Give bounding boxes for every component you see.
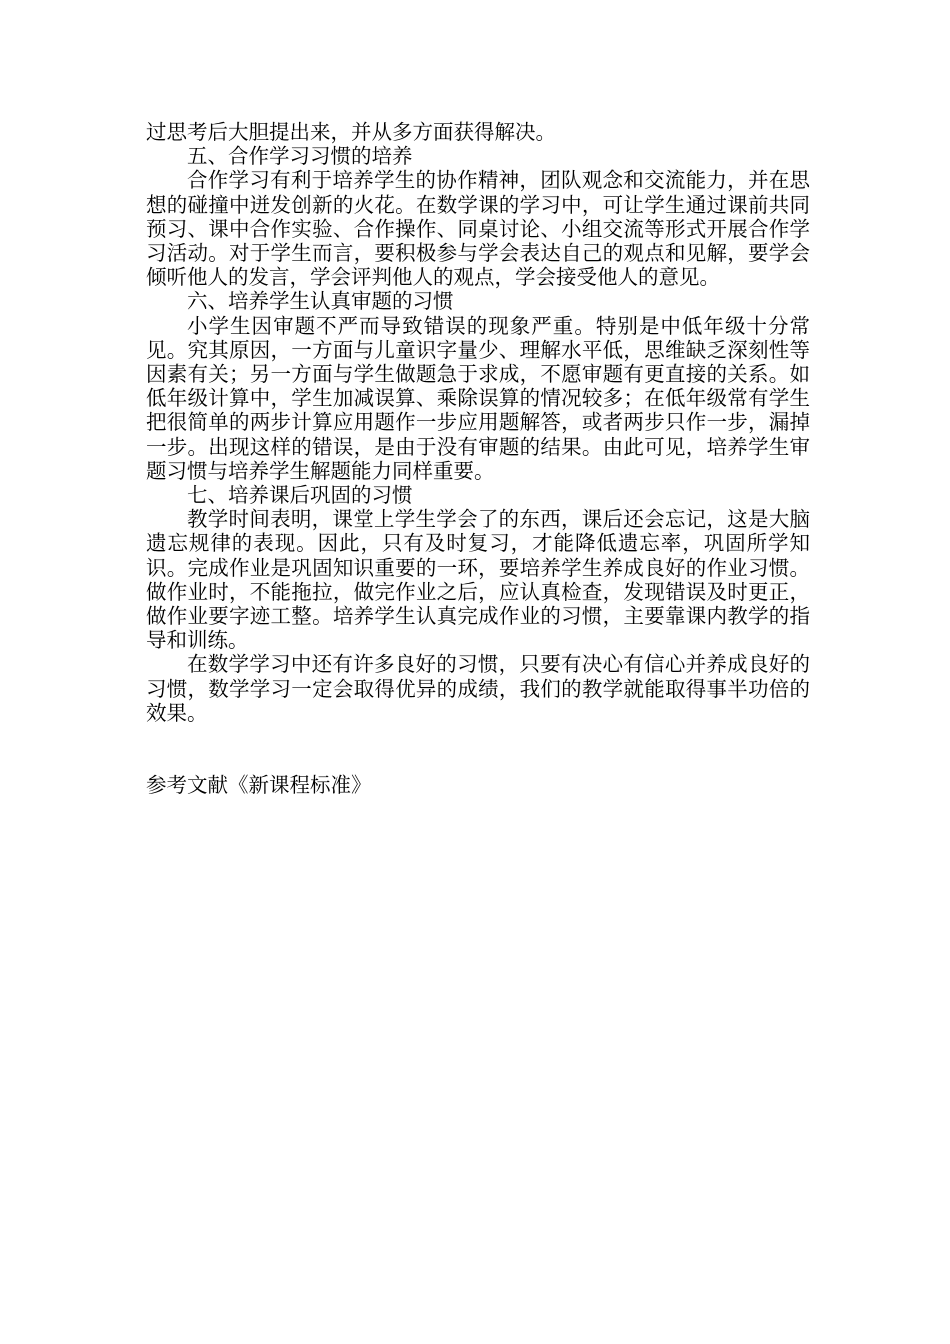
document-body	[146, 120, 810, 797]
section-heading-7: 七、培养课后巩固的习惯	[187, 483, 413, 508]
paragraph-conclusion: 在数学学习中还有许多良好的习惯，只要有决心有信心并养成良好的习惯，数学学习一定会取得优异的成绩，我们的教学就能取得事半功倍的效果。	[146, 652, 810, 725]
paragraph-careful-reading: 小学生因审题不严而导致错误的现象严重。特别是中低年级十分常见。究其原因，一方面与儿童识字量少、理解水平低，思维缺乏深刻性等因素有关；另一方面与学生做题急于求成，不愿审题有更直接的关系。如低年级计算中，学生加减误算、乘除误算的情况较多；在低年级常有学生把很简单的两步计算应用题作一步应用题解答，或者两步只作一步，漏掉一步。出现这样的错误，是由于没有审题的结果。由此可见，培养学生审题习惯与培养学生解题能力同样重要。	[146, 313, 810, 483]
section-heading-6: 六、培养学生认真审题的习惯	[187, 289, 454, 314]
paragraph-review-habits: 教学时间表明，课堂上学生学会了的东西，课后还会忘记，这是大脑遗忘规律的表现。因此，只有及时复习，才能降低遗忘率，巩固所学知识。完成作业是巩固知识重要的一环，要培养学生养成良好的作业习惯。做作业时，不能拖拉，做完作业之后，应认真检查，发现错误及时更正，做作业要字迹工整。培养学生认真完成作业的习惯，主要靠课内教学的指导和训练。	[146, 507, 810, 653]
paragraph-cooperative-learning: 合作学习有利于培养学生的协作精神，团队观念和交流能力，并在思想的碰撞中迸发创新的火花。在数学课的学习中，可让学生通过课前共同预习、课中合作实验、合作操作、同桌讨论、小组交流等形式开展合作学习活动。对于学生而言，要积极参与学会表达自己的观点和见解，要学会倾听他人的发言，学会评判他人的观点，学会接受他人的意见。	[146, 168, 810, 290]
references: 参考文献《新课程标准》	[146, 773, 372, 798]
paragraph-continuation: 过思考后大胆提出来，并从多方面获得解决。	[146, 120, 556, 144]
section-heading-5: 五、合作学习习惯的培养	[187, 144, 413, 169]
